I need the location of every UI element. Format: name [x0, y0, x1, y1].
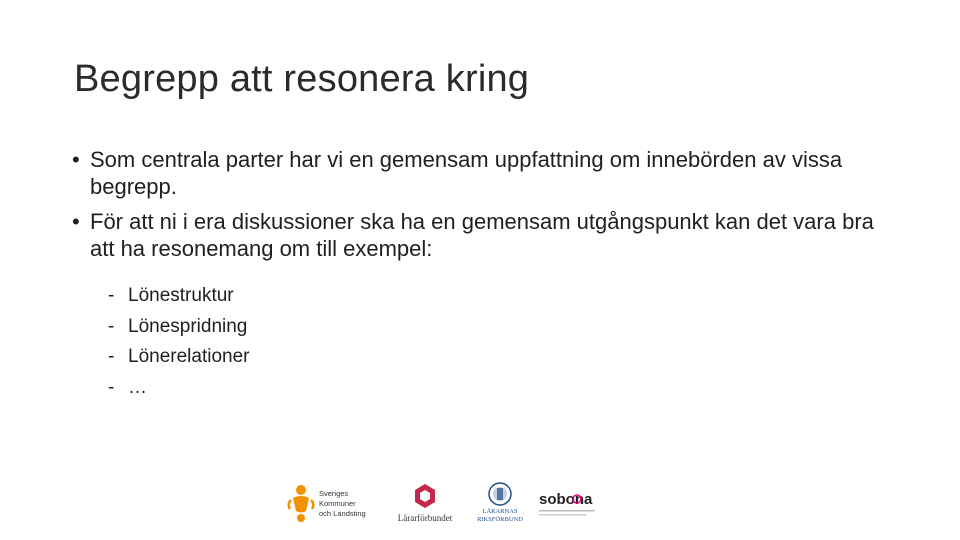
bullet-item — [72, 146, 892, 200]
bullet-text: Som centrala parter har vi en gemensam uppfattning om innebörden av vissa begrepp. — [90, 147, 843, 199]
lararnas-riksforbund-line2: RIKSFÖRBUND — [477, 516, 523, 523]
sub-item-lonestruktur — [108, 281, 249, 312]
sobona-logo — [537, 478, 607, 528]
sub-marker: - — [108, 346, 115, 367]
sub-item-lonerelationer — [108, 342, 249, 373]
slide-title: Begrepp att resonera kring — [74, 58, 530, 100]
lararnas-riksforbund-line1: LÄRARNAS — [482, 508, 518, 515]
sub-text: Lönespridning — [128, 315, 248, 337]
skl-name-line1: Sveriges — [319, 489, 349, 498]
lararnas-riksforbund-logo — [475, 478, 525, 528]
sub-marker: - — [108, 285, 115, 306]
lararforbundet-hexagon-icon — [415, 484, 435, 508]
skl-logo — [285, 478, 375, 528]
bullet-list — [72, 146, 892, 270]
bullet-text: För att ni i era diskussioner ska ha en gemensam utgångspunkt kan det vara bra att ha resonemang om till exempel: — [90, 209, 874, 261]
bullet-marker: • — [72, 209, 80, 234]
sub-text: Lönerelationer — [128, 346, 250, 367]
skl-name-line2: Kommuner — [319, 499, 356, 508]
skl-figure-icon — [289, 485, 314, 522]
sub-text: … — [128, 376, 147, 398]
sub-item-ellipsis — [108, 373, 249, 404]
sub-text: Lönestruktur — [128, 285, 234, 306]
skl-name-line3: och Landsting — [319, 509, 366, 518]
sub-item-lonespridning — [108, 312, 249, 343]
sub-marker: - — [108, 376, 115, 398]
bullet-item — [72, 208, 892, 262]
lararforbundet-name: Lärarförbundet — [397, 513, 453, 523]
sub-list — [108, 281, 249, 403]
lararforbundet-logo — [385, 478, 465, 528]
sub-marker: - — [108, 315, 115, 337]
lararnas-riksforbund-emblem-icon — [489, 483, 511, 505]
sobona-name: sobona — [539, 491, 593, 508]
partner-logos — [285, 478, 615, 528]
bullet-marker: • — [72, 147, 80, 172]
